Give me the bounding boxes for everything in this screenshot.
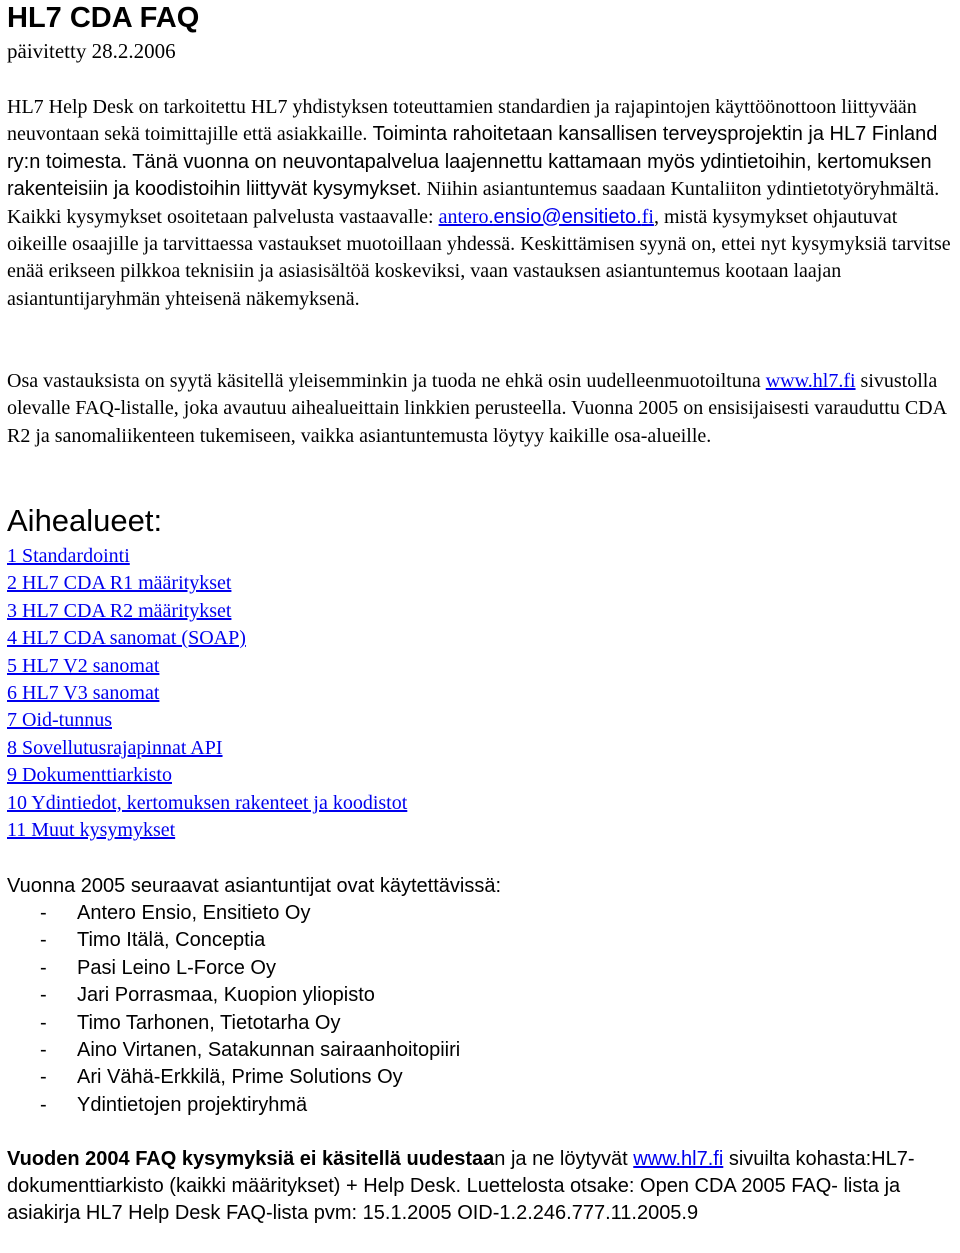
list-item: [7, 790, 407, 817]
page-title: HL7 CDA FAQ: [7, 2, 200, 34]
topics-list: [7, 543, 407, 844]
list-item: [7, 1064, 460, 1091]
intro-paragraph: [7, 94, 957, 313]
topic-link-cda-r2[interactable]: 3 HL7 CDA R2 määritykset: [7, 599, 232, 622]
bullet-dash: -: [40, 984, 47, 1007]
expert-name: Pasi Leino L-Force Oy: [77, 956, 276, 979]
faq-text-2: sivustolla olevalle FAQ-listalle, joka avautuu aihealueittain linkkien perusteella. Vuonna 2005 on ensisijaisesti varauduttu CDA R2 ja sanomaliikenteen tukemiseen, vaikka asiantuntemusta löytyy kaikille osa-alueille.: [7, 370, 946, 447]
email-link-part-2[interactable]: ensio@ensitieto.: [493, 205, 642, 228]
topic-link-v2[interactable]: 5 HL7 V2 sanomat: [7, 654, 160, 677]
bullet-dash: -: [40, 956, 47, 979]
bullet-dash: -: [40, 1066, 47, 1089]
topic-link-muut[interactable]: 11 Muut kysymykset: [7, 819, 176, 842]
list-item: [7, 900, 460, 927]
list-item: [7, 707, 407, 734]
list-item: [7, 817, 407, 844]
topic-link-ydintiedot[interactable]: 10 Ydintiedot, kertomuksen rakenteet ja koodistot: [7, 791, 408, 814]
intro-text-1: HL7 Help Desk on tarkoitettu HL7 yhdistyksen toteuttamien standardien ja rajapintojen käyttöönottoon liittyvään neuvontaan sekä toimittajille että asiakkaille.: [7, 96, 917, 146]
expert-name: Timo Tarhonen, Tietotarha Oy: [77, 1011, 341, 1034]
intro-text-2: Toiminta rahoitetaan kansallisen terveysprojektin ja HL7 Finland ry:n toimesta. Tänä vuonna on neuvontapalvelua laajennettu kattamaan myös ydintietoihin, kertomuksen rakenteisiin ja koodistoihin liittyvät kysymykset.: [7, 123, 938, 201]
email-link-part-1[interactable]: antero.: [438, 205, 494, 228]
expert-name: Antero Ensio, Ensitieto Oy: [77, 902, 311, 924]
updated-date: päivitetty 28.2.2006: [7, 39, 176, 63]
topic-link-dokumenttiarkisto[interactable]: 9 Dokumenttiarkisto: [7, 764, 172, 787]
topics-heading: Aihealueet:: [7, 503, 163, 538]
list-item: [7, 625, 407, 652]
experts-list: [7, 900, 460, 1119]
footer-note: [7, 1146, 959, 1228]
list-item: [7, 1010, 460, 1037]
bullet-dash: -: [40, 929, 47, 952]
topic-link-v3[interactable]: 6 HL7 V3 sanomat: [7, 682, 160, 705]
footer-hl7-link[interactable]: www.hl7.fi: [633, 1148, 724, 1170]
expert-name: Ari Vähä-Erkkilä, Prime Solutions Oy: [77, 1066, 403, 1089]
intro-text-5: Keskittämisen syynä on, ettei nyt kysymyksiä tarvitse enää erikseen pilkkoa teknisiin ja asiasisältöä koskeviksi, vaan vastauksen asiantuntemus kootaan laajan asiantuntijaryhmän yhteisenä näkemyksenä.: [7, 233, 951, 310]
list-item: [7, 598, 407, 625]
expert-name: Timo Itälä, Conceptia: [77, 929, 266, 952]
email-link-part-3[interactable]: fi: [641, 205, 654, 228]
intro-text-3: Niihin asiantuntemus saadaan Kuntaliiton ydintietotyöryhmältä. Kaikki kysymykset osoitetaan palvelusta vastaavalle:: [7, 178, 940, 228]
list-item: [7, 1037, 460, 1064]
footer-text-1: n ja ne löytyvät: [494, 1148, 634, 1170]
list-item: [7, 653, 407, 680]
intro-text-4: , mistä kysymykset ohjautuvat oikeille osaajille ja tarvittaessa vastaukset muotoillaan yhdessä.: [7, 205, 898, 256]
expert-name: Aino Virtanen, Satakunnan sairaanhoitopiiri: [77, 1039, 461, 1062]
topic-link-standardointi[interactable]: 1 Standardointi: [7, 545, 130, 567]
hl7-site-link[interactable]: www.hl7.fi: [765, 370, 856, 392]
list-item: [7, 570, 407, 597]
bullet-dash: -: [40, 1011, 47, 1034]
list-item: [7, 982, 460, 1009]
topic-link-cda-soap[interactable]: 4 HL7 CDA sanomat (SOAP): [7, 627, 246, 650]
list-item: [7, 543, 407, 570]
list-item: [7, 955, 460, 982]
list-item: [7, 1092, 460, 1119]
experts-heading: Vuonna 2005 seuraavat asiantuntijat ovat käytettävissä:: [7, 875, 502, 897]
topic-link-cda-r1[interactable]: 2 HL7 CDA R1 määritykset: [7, 572, 232, 595]
footer-bold-text: Vuoden 2004 FAQ kysymyksiä ei käsitellä uudestaa: [7, 1148, 495, 1170]
bullet-dash: -: [40, 1093, 47, 1116]
list-item: [7, 735, 407, 762]
footer-text-2: sivuilta kohasta:HL7-dokumenttiarkisto (kaikki määritykset) + Help Desk. Luettelosta otsake: Open CDA 2005 FAQ- lista ja asiakirja HL7 Help Desk FAQ-lista pvm: 15.1.2005 OID-1.2.246.777.11.2005.9: [7, 1148, 915, 1225]
bullet-dash: -: [40, 1039, 47, 1062]
expert-name: Jari Porrasmaa, Kuopion yliopisto: [77, 984, 375, 1007]
faq-text-1: Osa vastauksista on syytä käsitellä yleisemminkin ja tuoda ne ehkä osin uudelleenmuotoiltuna: [7, 370, 766, 392]
topic-link-oid[interactable]: 7 Oid-tunnus: [7, 709, 112, 732]
bullet-dash: -: [40, 902, 47, 924]
list-item: [7, 927, 460, 954]
list-item: [7, 680, 407, 707]
topic-link-api[interactable]: 8 Sovellutusrajapinnat API: [7, 736, 223, 759]
expert-name: Ydintietojen projektiryhmä: [77, 1093, 308, 1116]
list-item: [7, 762, 407, 789]
faq-paragraph: [7, 368, 957, 450]
